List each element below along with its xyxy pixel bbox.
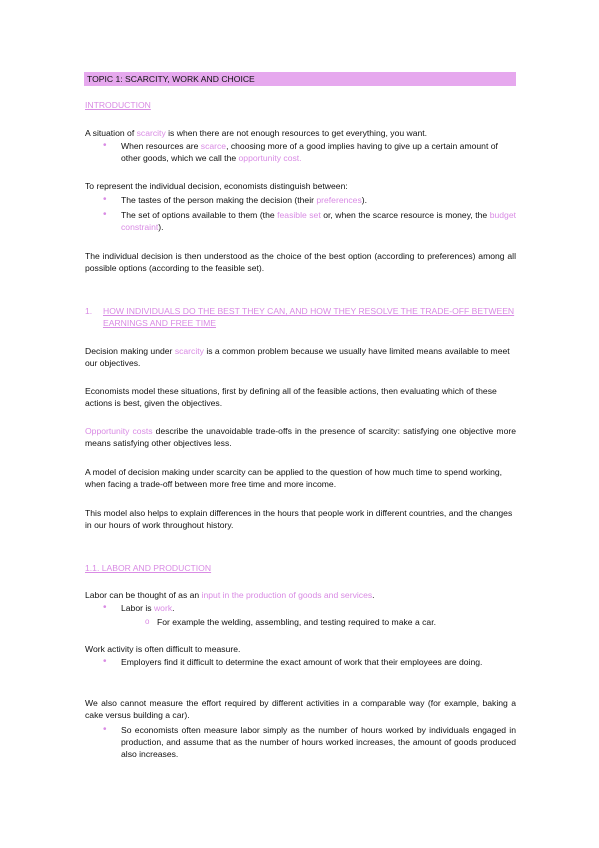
text-run: is a common problem because we usually have limited means available to meet our objectives.: [85, 346, 510, 368]
text-run: .: [372, 590, 375, 600]
text-run: describe the unavoidable trade-offs in the presence of scarcity: satisfying one objective more means satisfying other objectives less.: [85, 426, 516, 448]
bullet-icon: •: [103, 724, 107, 735]
intro-bullet-2: [85, 194, 516, 206]
section-1-1-sub-bullet-1: [85, 616, 516, 628]
term-budget-constraint: budget constraint: [121, 210, 516, 232]
text-run: ).: [361, 195, 368, 205]
text-run: Labor is: [121, 603, 154, 613]
bullet-text: [121, 194, 516, 206]
text-run: , choosing more of a good implies having to give up a certain amount of other goods, which we call the: [121, 141, 498, 163]
term-feasible-set: feasible set: [277, 210, 321, 220]
bullet-icon: •: [103, 656, 107, 667]
text-run: or, when the scarce resource is money, the: [320, 210, 490, 220]
topic-title: TOPIC 1: SCARCITY, WORK AND CHOICE: [87, 74, 255, 84]
sub-bullet-icon: o: [145, 617, 150, 626]
term-work: work: [153, 603, 173, 613]
intro-bullet-1: [85, 140, 516, 164]
intro-paragraph-3: The individual decision is then understood as the choice of the best option (according to preferences) among all possible options (according to the feasible set).: [85, 251, 516, 273]
introduction-heading: INTRODUCTION: [85, 100, 151, 110]
section-1-1-bullet-3: [85, 724, 516, 760]
text-run: The tastes of the person making the decision (their: [121, 195, 317, 205]
section-1-paragraph-1: [85, 345, 516, 369]
bullet-text: [121, 209, 516, 233]
term-preferences: preferences: [316, 195, 362, 205]
bullet-icon: •: [103, 194, 107, 205]
text-run: When resources are: [121, 141, 201, 151]
term-scarce: scarce: [200, 141, 227, 151]
section-1-1-paragraph-1: [85, 589, 516, 601]
intro-paragraph-2: To represent the individual decision, economists distinguish between:: [85, 181, 348, 191]
intro-bullet-3: [85, 209, 516, 233]
section-1-paragraph-5: This model also helps to explain differences in the hours that people work in different countries, and the changes in our hours of work throughout history.: [85, 508, 513, 530]
text-run: ).: [158, 222, 164, 232]
section-title: HOW INDIVIDUALS DO THE BEST THEY CAN, AND HOW THEY RESOLVE THE TRADE-OFF BETWEEN EARNINGS AND FREE TIME: [103, 306, 515, 328]
term-opportunity-costs: Opportunity costs: [85, 426, 153, 436]
text-run: Decision making under: [85, 346, 175, 356]
term-scarcity: scarcity: [174, 346, 204, 356]
section-1-paragraph-4: A model of decision making under scarcity can be applied to the question of how much time to spend working, when facing a trade-off between more free time and more income.: [85, 467, 503, 489]
bullet-text: [121, 140, 516, 164]
term-opportunity-cost: opportunity cost.: [238, 153, 302, 163]
section-1-1-bullet-1: [85, 602, 516, 614]
section-number: 1.: [85, 306, 93, 316]
bullet-text: So economists often measure labor simply as the number of hours worked by individuals engaged in production, and assume that as the number of hours worked increases, the amount of goods produced also increases.: [121, 725, 516, 759]
term-scarcity: scarcity: [136, 128, 166, 138]
bullet-text: [121, 602, 516, 614]
section-1-heading: [85, 305, 516, 329]
section-1-1-heading: 1.1. LABOR AND PRODUCTION: [85, 563, 212, 573]
text-run: is when there are not enough resources to get everything, you want.: [165, 128, 428, 138]
section-1-1-bullet-2: [85, 656, 516, 680]
topic-title-bar: [84, 72, 516, 86]
text-run: The set of options available to them (the: [121, 210, 278, 220]
bullet-icon: •: [103, 209, 107, 220]
section-1-1-paragraph-2: Work activity is often difficult to measure.: [85, 644, 241, 654]
term-input-production: input in the production of goods and services: [201, 590, 373, 600]
sub-bullet-text: For example the welding, assembling, and testing required to make a car.: [157, 617, 436, 627]
section-1-1-paragraph-3: We also cannot measure the effort required by different activities in a comparable way (for example, baking a cake versus building a car).: [85, 698, 516, 720]
bullet-icon: •: [103, 602, 107, 613]
section-1-paragraph-2: Economists model these situations, first by defining all of the feasible actions, then evaluating which of these actions is best, given the objectives.: [85, 386, 497, 408]
text-run: A situation of: [85, 128, 137, 138]
section-1-paragraph-3: [85, 425, 516, 449]
text-run: Labor can be thought of as an: [85, 590, 202, 600]
bullet-text: Employers find it difficult to determine the exact amount of work that their employees are doing.: [121, 657, 483, 667]
bullet-icon: •: [103, 140, 107, 151]
intro-paragraph-1: [85, 127, 516, 139]
text-run: .: [172, 603, 175, 613]
